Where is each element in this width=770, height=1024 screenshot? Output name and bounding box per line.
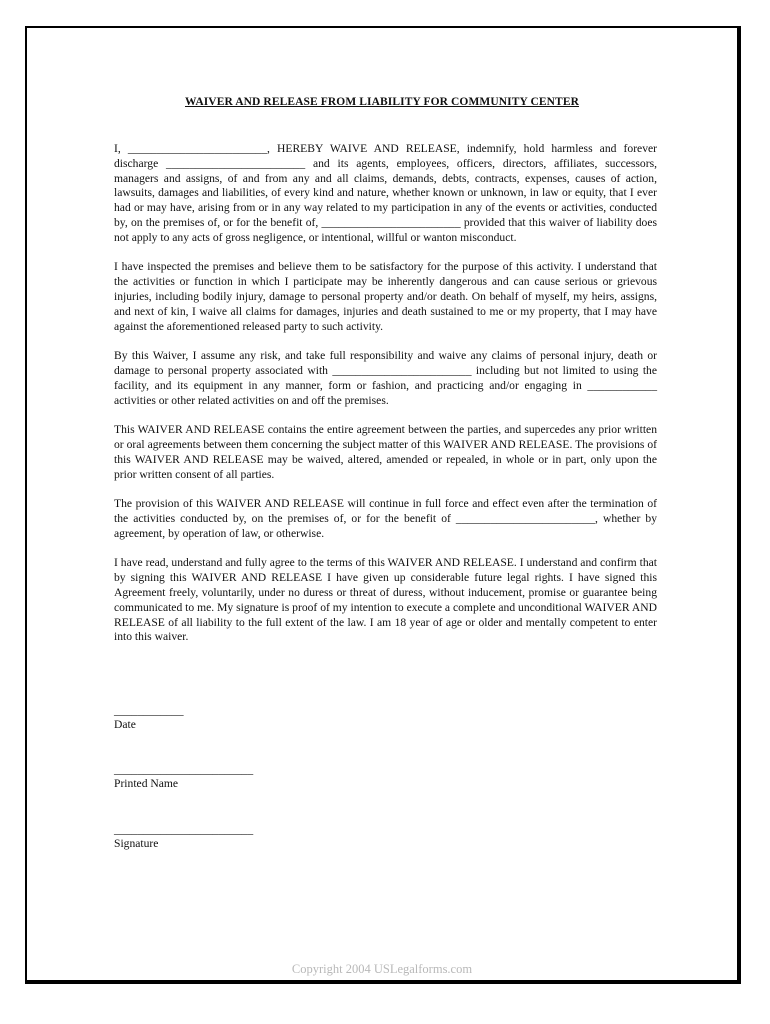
document-title: WAIVER AND RELEASE FROM LIABILITY FOR COMMUNITY CENTER — [185, 96, 579, 108]
document-body — [114, 142, 657, 660]
date-field[interactable] — [114, 704, 184, 732]
printed-name-field[interactable] — [114, 763, 253, 791]
paragraph-entire-agreement: This WAIVER AND RELEASE contains the entire agreement between the parties, and supercedes any prior written or oral agreements between them concerning the subject matter of this WAIVER AND RELEASE. The provisions of this WAIVER AND RELEASE may be waived, altered, amended or repealed, in whole or in part, only upon the prior written consent of all parties. — [114, 423, 657, 481]
paragraph-release-clause: I, ________________________, HEREBY WAIVE AND RELEASE, indemnify, hold harmless and forever discharge ________________________ and its agents, employees, officers, directors, affiliates, successors, managers and assigns, of and from any and all claims, demands, debts, contracts, expenses, causes of action, lawsuits, damages and liabilities, of every kind and nature, whether known or unknown, in law or equity, that I ever had or may have, arising from or in any way related to my participation in any of the events or activities, conducted by, on the premises of, or for the benefit of, ________________________ provided that this waiver of liability does not apply to any acts of gross negligence, or intentional, willful or wanton misconduct. — [114, 142, 657, 244]
signature-field[interactable] — [114, 823, 253, 851]
paragraph-acknowledgement: I have read, understand and fully agree to the terms of this WAIVER AND RELEASE. I understand and confirm that by signing this WAIVER AND RELEASE I have given up considerable future legal rights. I have signed this Agreement freely, voluntarily, under no duress or threat of duress, without inducement, promise or guarantee being communicated to me. My signature is proof of my intention to execute a complete and unconditional WAIVER AND RELEASE of all liability to the full extent of the law. I am 18 year of age or older and mentally competent to enter into this waiver. — [114, 556, 657, 644]
signature-line[interactable]: ________________________ — [114, 823, 254, 836]
document-page — [25, 26, 741, 984]
printed-name-line[interactable]: ________________________ — [114, 763, 254, 776]
copyright-footer: Copyright 2004 USLegalforms.com — [291, 962, 473, 976]
date-line[interactable]: ____________ — [114, 704, 184, 717]
printed-name-label: Printed Name — [114, 777, 179, 790]
date-label: Date — [114, 718, 136, 731]
paragraph-assumption-of-risk: By this Waiver, I assume any risk, and take full responsibility and waive any claims of personal injury, death or damage to personal property associated with ________________________ including but not limited to using the facility, and its equipment in any manner, form or fashion, and practicing and/or engaging in ____________ activities or other related activities on and off the premises. — [114, 349, 657, 407]
signature-label: Signature — [114, 837, 159, 850]
paragraph-inspection-clause: I have inspected the premises and believe them to be satisfactory for the purpose of this activity. I understand that the activities or function in which I participate may be inherently dangerous and can cause serious or grievous injuries, including bodily injury, damage to personal property and/or death. On behalf of myself, my heirs, assigns, and next of kin, I waive all claims for damages, injuries and death sustained to me or my property, that I may have against the aforementioned released party to such activity. — [114, 260, 657, 333]
paragraph-survival-clause: The provision of this WAIVER AND RELEASE will continue in full force and effect even after the termination of the activities conducted by, on the premises of, or for the benefit of ________________________, whether by agreement, by operation of law, or otherwise. — [114, 497, 657, 540]
